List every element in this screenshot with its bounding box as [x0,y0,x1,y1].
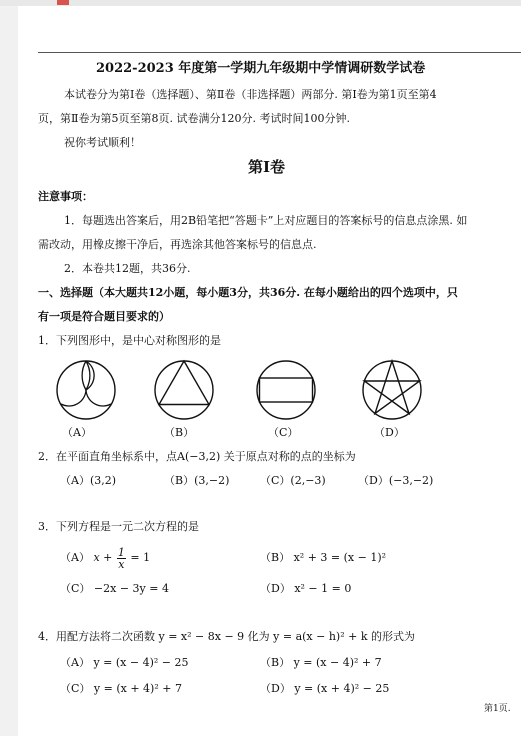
figure-d [360,358,424,422]
q3-option-a [60,544,150,572]
q4-option-b: （B） y = (x − 4)² + 7 [260,656,382,669]
question-1-stem: 1．下列图形中，是中心对称图形的是 [38,334,221,347]
document-page [18,6,521,736]
header-rule [38,52,521,53]
question-2-stem: 2．在平面直角坐标系中，点A(−3,2) 关于原点对称的点的坐标为 [38,450,356,463]
notes-heading: 注意事项： [38,190,93,203]
q4-option-c: （C） y = (x + 4)² + 7 [60,682,182,695]
q3-a-label: （A） [60,551,90,564]
q4-option-d: （D） y = (x + 4)² − 25 [260,682,390,695]
note-1-line-1: 1．每题选出答案后，用2B铅笔把“答题卡”上对应题目的答案标号的信息点涂黑. 如 [64,214,468,227]
figure-b [152,358,216,422]
note-2: 2．本卷共12题，共36分. [64,262,191,275]
fraction-numerator: 1 [117,545,125,559]
exam-title: 2022-2023 年度第一学期九年级期中学情调研数学试卷 [96,61,426,76]
fraction-denominator: x [118,557,125,571]
q2-option-a: （A）(3,2) [60,474,117,487]
q3-option-b: （B） x² + 3 = (x − 1)² [260,551,387,564]
tab-marker [57,0,69,5]
question-4-stem: 4．用配方法将二次函数 y = x² − 8x − 9 化为 y = a(x − h)² + k 的形式为 [38,630,415,643]
q3-a-pre: x + [93,551,113,564]
intro-line-2: 页，第Ⅱ卷为第5页至第8页. 试卷满分120分. 考试时间100分钟. [38,112,350,125]
page-number: 第1页. [484,704,511,714]
q4-option-a: （A） y = (x − 4)² − 25 [60,656,189,669]
part-1-line-1: 一、选择题（本大题共12小题，每小题3分，共36分. 在每小题给出的四个选项中，只 [38,286,458,299]
q3-option-c: （C） −2x − 3y = 4 [60,582,169,595]
q3-a-fraction [117,547,126,570]
figure-b-label: （B） [164,426,195,439]
figure-c [254,358,318,422]
q2-option-c: （C）(2,−3) [260,474,326,487]
q3-a-post: = 1 [130,551,151,564]
part-1-line-2: 有一项是符合题目要求的） [38,310,170,323]
intro-line-1: 本试卷分为第Ⅰ卷（选择题）、第Ⅱ卷（非选择题）两部分. 第Ⅰ卷为第1页至第4 [64,88,437,101]
q2-option-b: （B）(3,−2) [164,474,230,487]
figure-d-label: （D） [374,426,405,439]
intro-line-3: 祝你考试顺利！ [64,136,141,149]
q3-option-d: （D） x² − 1 = 0 [260,582,352,595]
section-title: 第Ⅰ卷 [248,158,286,176]
q2-option-d: （D）(−3,−2) [358,474,434,487]
figure-c-label: （C） [268,426,299,439]
note-1-line-2: 需改动，用橡皮擦干净后，再选涂其他答案标号的信息点. [38,238,317,251]
figure-a-label: （A） [62,426,92,439]
question-3-stem: 3．下列方程是一元二次方程的是 [38,520,199,533]
figure-a [54,358,118,422]
